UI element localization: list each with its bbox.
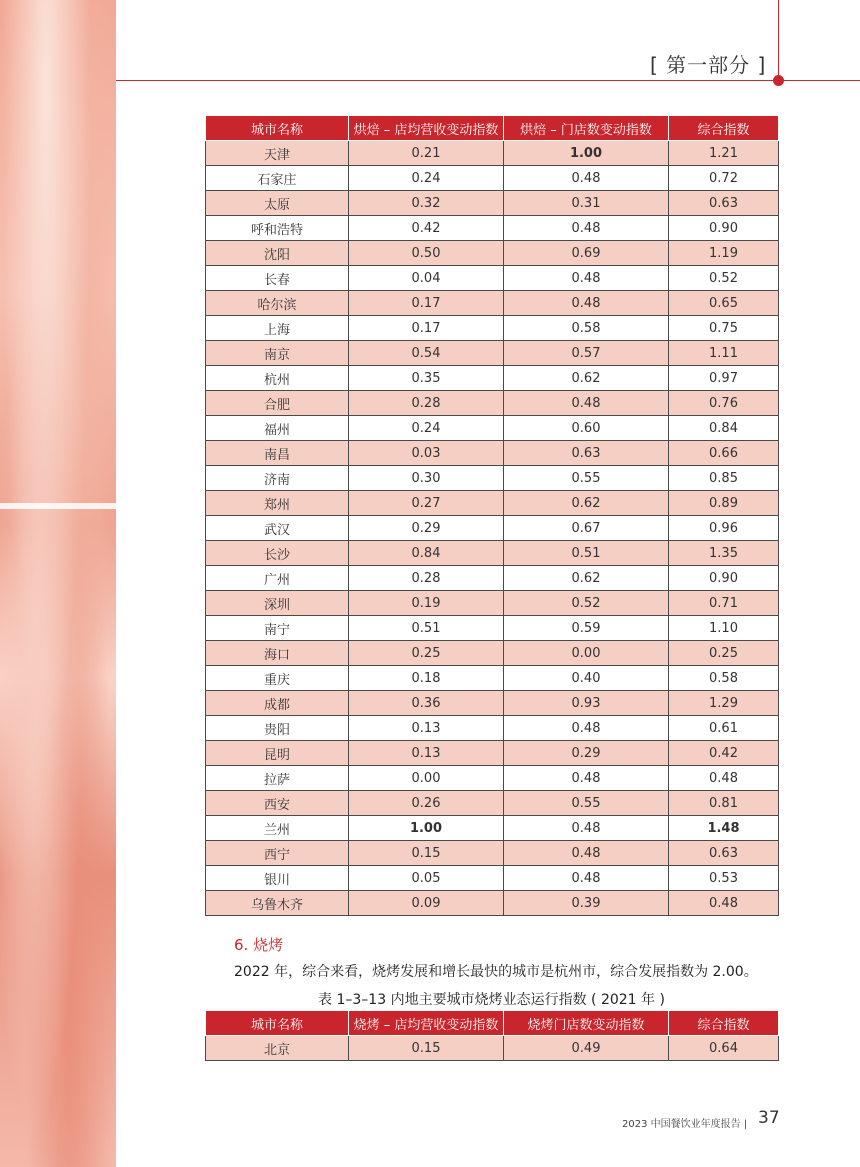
table-caption: 表 1–3–13 内地主要城市烧烤业态运行指数 ( 2021 年 )	[318, 992, 665, 1008]
index-cell: 1.48	[669, 816, 779, 841]
index-cell: 0.48	[504, 291, 669, 316]
city-cell: 太原	[206, 191, 349, 216]
table-header-row	[206, 1011, 779, 1036]
city-cell: 贵阳	[206, 716, 349, 741]
index-cell: 0.17	[349, 291, 504, 316]
index-cell: 0.63	[669, 191, 779, 216]
section-label: [ 第一部分 ]	[650, 53, 767, 77]
city-cell: 银川	[206, 866, 349, 891]
index-cell: 0.09	[349, 891, 504, 916]
city-cell: 乌鲁木齐	[206, 891, 349, 916]
header-revenue-index: 烧烤 – 店均营收变动指数	[349, 1011, 504, 1036]
index-cell: 0.18	[349, 666, 504, 691]
index-cell: 0.32	[349, 191, 504, 216]
index-cell: 0.90	[669, 216, 779, 241]
index-cell: 0.48	[504, 216, 669, 241]
city-cell: 呼和浩特	[206, 216, 349, 241]
index-cell: 1.29	[669, 691, 779, 716]
city-cell: 北京	[206, 1036, 349, 1061]
index-cell: 0.40	[504, 666, 669, 691]
city-cell: 合肥	[206, 391, 349, 416]
city-cell: 石家庄	[206, 166, 349, 191]
index-cell: 0.21	[349, 141, 504, 166]
table-row	[206, 216, 779, 241]
index-cell: 0.48	[504, 391, 669, 416]
index-cell: 0.48	[669, 891, 779, 916]
index-cell: 0.50	[349, 241, 504, 266]
index-cell: 0.55	[504, 791, 669, 816]
index-cell: 0.30	[349, 466, 504, 491]
index-cell: 0.51	[349, 616, 504, 641]
city-cell: 郑州	[206, 491, 349, 516]
city-cell: 武汉	[206, 516, 349, 541]
header-vertical-rule	[778, 0, 779, 82]
baking-index-table	[205, 115, 779, 916]
table-row	[206, 541, 779, 566]
index-cell: 0.81	[669, 791, 779, 816]
index-cell: 0.89	[669, 491, 779, 516]
index-cell: 0.13	[349, 716, 504, 741]
index-cell: 0.84	[669, 416, 779, 441]
city-cell: 成都	[206, 691, 349, 716]
index-cell: 0.66	[669, 441, 779, 466]
index-cell: 0.96	[669, 516, 779, 541]
table-row	[206, 141, 779, 166]
table-row	[206, 891, 779, 916]
index-cell: 0.52	[504, 591, 669, 616]
index-cell: 0.03	[349, 441, 504, 466]
index-cell: 0.15	[349, 841, 504, 866]
index-cell: 0.90	[669, 566, 779, 591]
index-cell: 0.63	[504, 441, 669, 466]
header-store-index: 烘焙 – 门店数变动指数	[504, 116, 669, 141]
city-cell: 西安	[206, 791, 349, 816]
index-cell: 0.55	[504, 466, 669, 491]
index-cell: 1.00	[349, 816, 504, 841]
index-cell: 1.21	[669, 141, 779, 166]
header-composite-index: 综合指数	[669, 1011, 779, 1036]
index-cell: 0.85	[669, 466, 779, 491]
footer-report-label: 2023 中国餐饮业年度报告 |	[622, 1119, 748, 1130]
index-cell: 0.25	[669, 641, 779, 666]
index-cell: 0.49	[504, 1036, 669, 1061]
index-cell: 0.19	[349, 591, 504, 616]
table-row	[206, 716, 779, 741]
index-cell: 0.29	[349, 516, 504, 541]
index-cell: 0.48	[504, 816, 669, 841]
city-cell: 长沙	[206, 541, 349, 566]
table-row	[206, 791, 779, 816]
index-cell: 0.42	[669, 741, 779, 766]
index-cell: 0.28	[349, 391, 504, 416]
city-cell: 广州	[206, 566, 349, 591]
city-cell: 杭州	[206, 366, 349, 391]
header-dot	[773, 75, 784, 86]
index-cell: 0.61	[669, 716, 779, 741]
index-cell: 0.26	[349, 791, 504, 816]
index-cell: 0.13	[349, 741, 504, 766]
index-cell: 0.62	[504, 566, 669, 591]
index-cell: 0.17	[349, 316, 504, 341]
city-cell: 深圳	[206, 591, 349, 616]
index-cell: 0.62	[504, 366, 669, 391]
table-header-row	[206, 116, 779, 141]
city-cell: 长春	[206, 266, 349, 291]
table-row	[206, 316, 779, 341]
table-row	[206, 191, 779, 216]
table-row	[206, 166, 779, 191]
index-cell: 0.52	[669, 266, 779, 291]
table-row	[206, 466, 779, 491]
index-cell: 0.42	[349, 216, 504, 241]
section-paragraph: 2022 年，综合来看，烧烤发展和增长最快的城市是杭州市，综合发展指数为 2.00。	[234, 964, 758, 980]
index-cell: 0.48	[504, 716, 669, 741]
index-cell: 0.65	[669, 291, 779, 316]
page-number: 37	[758, 1108, 780, 1128]
table-row	[206, 516, 779, 541]
city-cell: 南京	[206, 341, 349, 366]
index-cell: 0.31	[504, 191, 669, 216]
header-rule	[116, 80, 860, 81]
header-revenue-index: 烘焙 – 店均营收变动指数	[349, 116, 504, 141]
index-cell: 1.19	[669, 241, 779, 266]
index-cell: 0.64	[669, 1036, 779, 1061]
table-row	[206, 416, 779, 441]
header-city: 城市名称	[206, 1011, 349, 1036]
city-cell: 济南	[206, 466, 349, 491]
table-row	[206, 666, 779, 691]
index-cell: 0.29	[504, 741, 669, 766]
index-cell: 0.48	[504, 166, 669, 191]
index-cell: 0.58	[669, 666, 779, 691]
index-cell: 0.71	[669, 591, 779, 616]
index-cell: 0.93	[504, 691, 669, 716]
table-row	[206, 591, 779, 616]
index-cell: 0.76	[669, 391, 779, 416]
index-cell: 0.36	[349, 691, 504, 716]
city-cell: 兰州	[206, 816, 349, 841]
city-cell: 西宁	[206, 841, 349, 866]
index-cell: 0.39	[504, 891, 669, 916]
index-cell: 0.54	[349, 341, 504, 366]
bbq-index-table	[205, 1010, 779, 1061]
index-cell: 1.11	[669, 341, 779, 366]
table-row	[206, 266, 779, 291]
index-cell: 0.53	[669, 866, 779, 891]
table-row	[206, 1036, 779, 1061]
table-row	[206, 766, 779, 791]
index-cell: 0.48	[504, 266, 669, 291]
index-cell: 0.25	[349, 641, 504, 666]
header-store-index: 烧烤门店数变动指数	[504, 1011, 669, 1036]
city-cell: 昆明	[206, 741, 349, 766]
index-cell: 0.63	[669, 841, 779, 866]
index-cell: 1.35	[669, 541, 779, 566]
index-cell: 0.97	[669, 366, 779, 391]
city-cell: 上海	[206, 316, 349, 341]
table-row	[206, 366, 779, 391]
table-row	[206, 341, 779, 366]
index-cell: 0.51	[504, 541, 669, 566]
index-cell: 0.00	[504, 641, 669, 666]
section-heading: 6. 烧烤	[234, 936, 284, 954]
index-cell: 0.48	[504, 841, 669, 866]
table-row	[206, 566, 779, 591]
city-cell: 重庆	[206, 666, 349, 691]
table-row	[206, 866, 779, 891]
index-cell: 0.75	[669, 316, 779, 341]
table-row	[206, 641, 779, 666]
header-composite-index: 综合指数	[669, 116, 779, 141]
index-cell: 1.10	[669, 616, 779, 641]
city-cell: 沈阳	[206, 241, 349, 266]
index-cell: 0.48	[504, 766, 669, 791]
index-cell: 0.57	[504, 341, 669, 366]
index-cell: 0.24	[349, 416, 504, 441]
index-cell: 0.60	[504, 416, 669, 441]
table-row	[206, 816, 779, 841]
city-cell: 拉萨	[206, 766, 349, 791]
index-cell: 1.00	[504, 141, 669, 166]
city-cell: 海口	[206, 641, 349, 666]
index-cell: 0.27	[349, 491, 504, 516]
table-row	[206, 291, 779, 316]
index-cell: 0.35	[349, 366, 504, 391]
index-cell: 0.62	[504, 491, 669, 516]
index-cell: 0.59	[504, 616, 669, 641]
side-photo-divider	[0, 503, 116, 509]
city-cell: 天津	[206, 141, 349, 166]
table-row	[206, 741, 779, 766]
index-cell: 0.28	[349, 566, 504, 591]
index-cell: 0.72	[669, 166, 779, 191]
table-row	[206, 616, 779, 641]
index-cell: 0.05	[349, 866, 504, 891]
city-cell: 南宁	[206, 616, 349, 641]
city-cell: 福州	[206, 416, 349, 441]
table-row	[206, 841, 779, 866]
city-cell: 南昌	[206, 441, 349, 466]
index-cell: 0.69	[504, 241, 669, 266]
city-cell: 哈尔滨	[206, 291, 349, 316]
table-row	[206, 241, 779, 266]
table-row	[206, 391, 779, 416]
index-cell: 0.58	[504, 316, 669, 341]
index-cell: 0.24	[349, 166, 504, 191]
index-cell: 0.15	[349, 1036, 504, 1061]
table-row	[206, 491, 779, 516]
index-cell: 0.00	[349, 766, 504, 791]
index-cell: 0.48	[669, 766, 779, 791]
index-cell: 0.48	[504, 866, 669, 891]
index-cell: 0.04	[349, 266, 504, 291]
header-city: 城市名称	[206, 116, 349, 141]
table-row	[206, 441, 779, 466]
table-row	[206, 691, 779, 716]
index-cell: 0.67	[504, 516, 669, 541]
index-cell: 0.84	[349, 541, 504, 566]
